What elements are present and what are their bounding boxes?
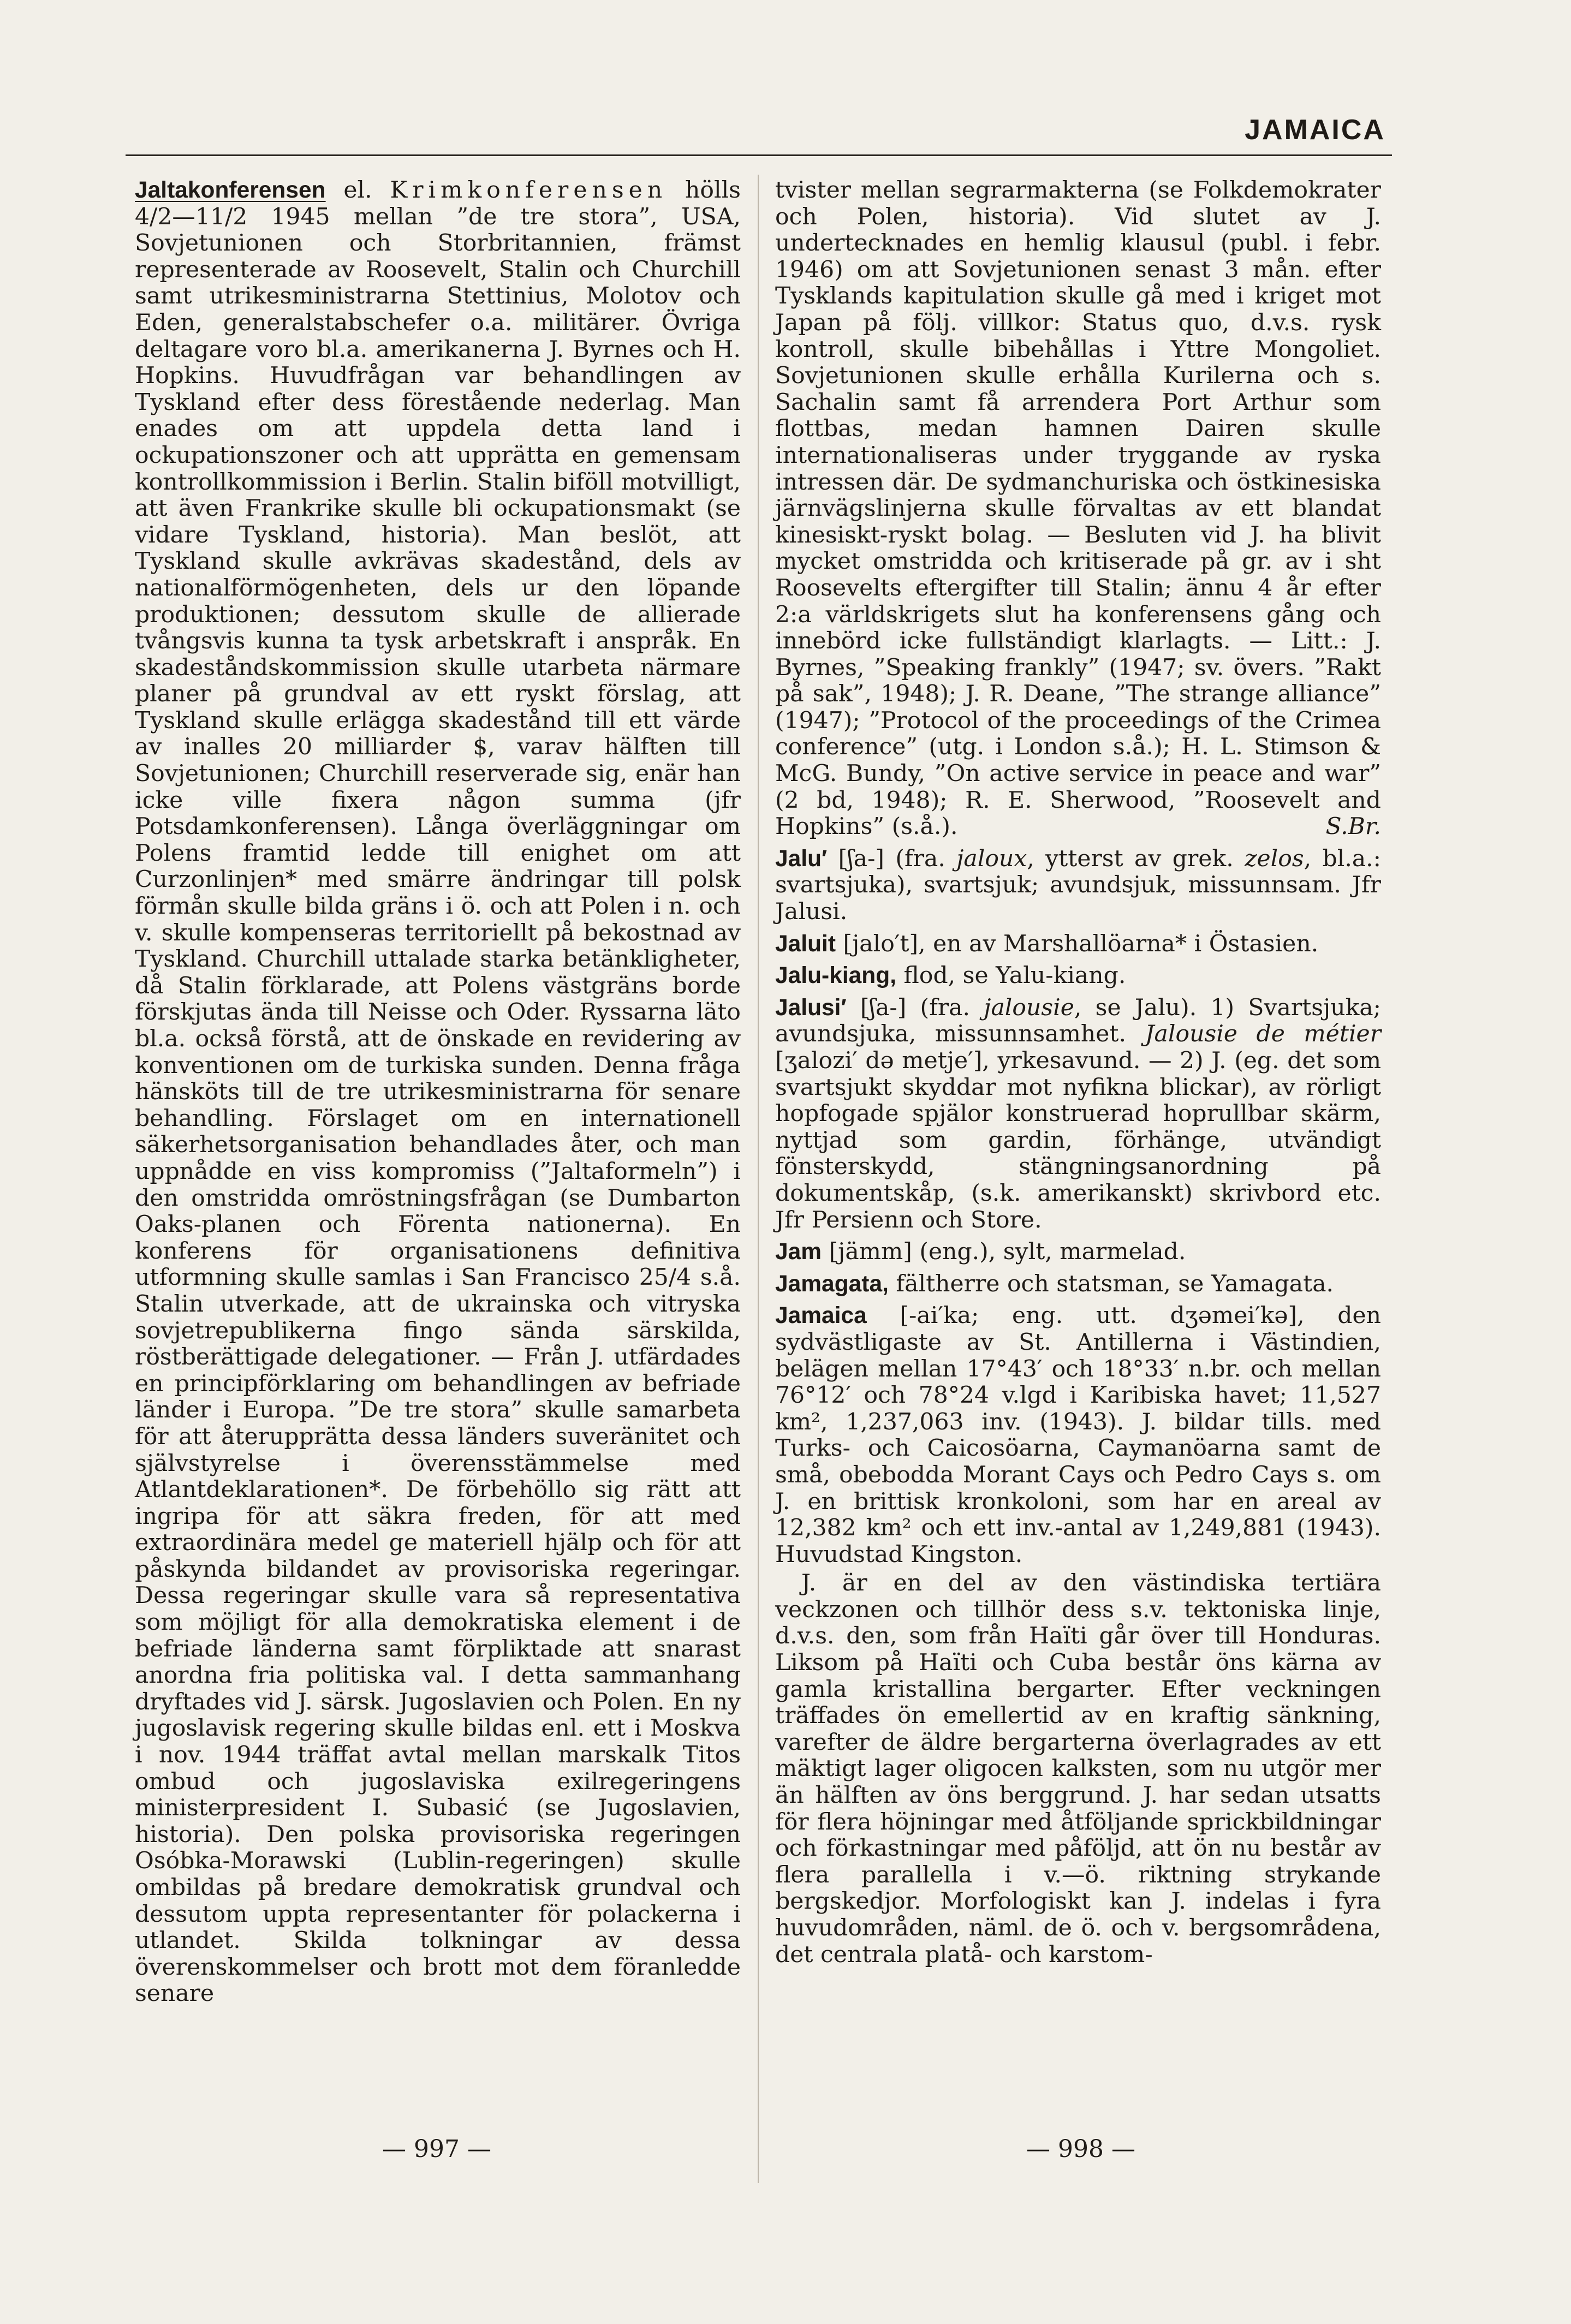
entry-jalusi: Jalusi′ [ʃa-] (fra. jalousie, se Jalu). 1) Svartsjuka; avundsjuka, missunnsamhet. Jalousie de métier [ʒalozi′ də metje′], yrkesavund. — 2) J. (eg. det som svartsjukt skyddar mot nyfikna blickar), av rörligt hopfogade spjälor konstruerad hoprullbar skärm, nyttjad som gardin, förhänge, utvändigt fönsterskydd, stängningsanordning på dokumentskåp, (s.k. amerikanskt) skrivbord etc. Jfr Persienn och Store. <box>775 994 1382 1233</box>
headword: Jamagata, <box>775 1271 889 1297</box>
page-number-right: — 998 — <box>1026 2135 1135 2163</box>
entry-text: [jämm] (eng.), sylt, marmelad. <box>822 1238 1186 1266</box>
entry-text: [jalo′t], en av Marshallöarna* i Östasien. <box>836 930 1319 957</box>
right-column <box>775 177 1381 1992</box>
entry-text: flod, se Yalu-kiang. <box>896 962 1126 990</box>
entry-jaluit <box>775 931 1381 958</box>
headword: Jalu′ <box>775 845 828 872</box>
entry-jalu: Jalu′ [ʃa-] (fra. jaloux, ytterst av grek. zelos, bl.a.: svartsjuka), svartsjuk; avundsjuk, missunnsam. Jfr Jalusi. <box>775 845 1381 926</box>
entry-text: fältherre och statsman, se Yamagata. <box>888 1270 1334 1297</box>
running-header: JAMAICA <box>1245 114 1385 146</box>
headword: Jaluit <box>775 931 836 957</box>
headword: Jamaica <box>775 1303 867 1329</box>
author-signature: S.Br. <box>1325 813 1381 841</box>
entry-jaltakonferensen-continued <box>775 177 1381 841</box>
headword: Jaltakonferensen <box>135 177 326 203</box>
headword: Jalu-kiang, <box>775 963 897 989</box>
alt-term: Krimkonferensen <box>390 177 668 204</box>
entry-jamaica-paragraph: J. är en del av den västindiska tertiära veckzonen och tillhör dess s.v. tektoniska linje, d.v.s. den, som från Haïti går över till Honduras. Liksom på Haïti och Cuba består öns kärna av gamla kristallina bergarter. Efter veckningen träffades ön emellertid av en kraftig sänkning, varefter de äldre bergarterna överlagrades av ett mäktigt lager oligocen kalksten, som nu utgör mer än hälften av öns berggrund. J. har sedan utsatts för flera höjningar med åtföljande sprickbildningar och förkastningar med påföljd, att ön nu består av flera parallella i v.—ö. riktning strykande bergskedjor. Morfologiskt kan J. indelas i fyra huvudområden, näml. de ö. och v. bergsområdena, det centrala platå- och karstom- <box>775 1570 1381 1968</box>
entry-jam <box>775 1239 1381 1266</box>
entry-jamaica <box>775 1303 1381 1568</box>
entry-jaltakonferensen: Jaltakonferensen el. Krimkonferensen hölls 4/2—11/2 1945 mellan ”de tre stora”, USA, Sovjetunionen och Storbritannien, främst representerade av Roosevelt, Stalin och Churchill samt utrikesministrarna Stettinius, Molotov och Eden, generalstabschefer o.a. militärer. Övriga deltagare voro bl.a. amerikanerna J. Byrnes och H. Hopkins. Huvudfrågan var behandlingen av Tyskland efter dess förestående nederlag. Man enades om att uppdela detta land i ockupationszoner och att upprätta en gemensam kontrollkommission i Berlin. Stalin biföll motvilligt, att även Frankrike skulle bli ockupationsmakt (se vidare Tyskland, historia). Man beslöt, att Tyskland skulle avkrävas skadestånd, dels av nationalförmögenheten, dels ur den löpande produktionen; dessutom skulle de allierade tvångsvis kunna ta tysk arbetskraft i anspråk. En skadeståndskommission skulle utarbeta närmare planer på grundval av ett ryskt förslag, att Tyskland skulle erlägga skadestånd till ett värde av inalles 20 milliarder $, varav hälften till Sovjetunionen; Churchill reserverade sig, enär han icke ville fixera någon summa (jfr Potsdamkonferensen). Långa överläggningar om Polens framtid ledde till enighet om att Curzonlinjen* med smärre ändringar till polsk förmån skulle bilda gräns i ö. och att Polen i n. och v. skulle kompenseras territoriellt på bekostnad av Tyskland. Churchill uttalade starka betänkligheter, då Stalin förklarade, att Polens västgräns borde förskjutas ända till Neisse och Oder. Ryssarna läto bl.a. också förstå, att de önskade en revidering av konventionen om de turkiska sunden. Denna fråga hänsköts till de tre utrikesministrarna för senare behandling. Förslaget om en internationell säkerhetsorganisation behandlades åter, och man uppnådde en viss kompromiss (”Jaltaformeln”) i den omstridda omröstningsfrågan (se Dumbarton Oaks-planen och Förenta nationerna). En konferens för organisationens definitiva utformning skulle samlas i San Francisco 25/4 s.å. Stalin utverkade, att de ukrainska och vitryska sovjetrepublikerna fingo sända särskilda, röstberättigade delegationer. — Från J. utfärdades en principförklaring om behandlingen av befriade länder i Europa. ”De tre stora” skulle samarbeta för att återupprätta dessa länders suveränitet och självstyrelse i överensstämmelse med Atlantdeklarationen*. De förbehöllo sig rätt att ingripa för att säkra freden, för att med extraordinära medel ge materiell hjälp och för att påskynda bildandet av provisoriska regeringar. Dessa regeringar skulle vara så representativa som möjligt för alla demokratiska element i de befriade länderna samt förpliktade att snarast anordna fria politiska val. I detta sammanhang dryftades vid J. särsk. Jugoslavien och Polen. En ny jugoslavisk regering skulle bildas enl. ett i Moskva i nov. 1944 träffat avtal mellan marskalk Titos ombud och jugoslaviska exilregeringens ministerpresident I. Subasić (se Jugoslavien, historia). Den polska provisoriska regeringen Osóbka-Morawski (Lublin-regeringen) skulle ombildas på bredare demokratisk grundval och dessutom uppta representanter för polackerna i utlandet. Skilda tolkningar av dessa överenskommelser och brott mot dem föranledde senare <box>135 177 741 2007</box>
headword: Jalusi′ <box>775 994 847 1021</box>
header-rule <box>126 154 1392 156</box>
column-divider <box>758 175 759 2183</box>
entry-text: tvister mellan segrarmakterna (se Folkdemokrater och Polen, historia). Vid slutet av J. undertecknades en hemlig klausul (publ. i febr. 1946) om att Sovjetunionen senast 3 mån. efter Tysklands kapitulation skulle gå med i kriget mot Japan på följ. villkor: Status quo, d.v.s. rysk kontroll, skulle bibehållas i Yttre Mongoliet. Sovjetunionen skulle erhålla Kurilerna och s. Sachalin samt få arrendera Port Arthur som flottbas, medan hamnen Dairen skulle internationaliseras under tryggande av ryska intressen där. De sydmanchuriska och östkinesiska järnvägslinjerna skulle förvaltas av ett blandat kinesiskt-ryskt bolag. — Besluten vid J. ha blivit mycket omstridda och kritiserade på gr. av i sht Roosevelts eftergifter till Stalin; ännu 4 år efter 2:a världskrigets slut ha konferensens gång och innebörd icke fullständigt klarlagts. — Litt.: J. Byrnes, ”Speaking frankly” (1947; sv. övers. ”Rakt på sak”, 1948); J. R. Deane, ”The strange alliance” (1947); ”Protocol of the proceedings of the Crimea conference” (utg. i London s.å.); H. L. Stimson & McG. Bundy, ”On active service in peace and war” (2 bd, 1948); R. E. Sherwood, ”Roosevelt and Hopkins” (s.å.). <box>775 177 1381 841</box>
entry-text: hölls 4/2—11/2 1945 mellan ”de tre stora”, USA, Sovjetunionen och Storbritannien, främst representerade av Roosevelt, Stalin och Churchill samt utrikesministrarna Stettinius, Molotov och Eden, generalstabschefer o.a. militärer. Övriga deltagare voro bl.a. amerikanerna J. Byrnes och H. Hopkins. Huvudfrågan var behandlingen av Tyskland efter dess förestående nederlag. Man enades om att uppdela detta land i ockupationszoner och att upprätta en gemensam kontrollkommission i Berlin. Stalin biföll motvilligt, att även Frankrike skulle bli ockupationsmakt (se vidare Tyskland, historia). Man beslöt, att Tyskland skulle avkrävas skadestånd, dels av nationalförmögenheten, dels ur den löpande produktionen; dessutom skulle de allierade tvångsvis kunna ta tysk arbetskraft i anspråk. En skadeståndskommission skulle utarbeta närmare planer på grundval av ett ryskt förslag, att Tyskland skulle erlägga skadestånd till ett värde av inalles 20 milliarder $, varav hälften till Sovjetunionen; Churchill reserverade sig, enär han icke ville fixera någon summa (jfr Potsdamkonferensen). Långa överläggningar om Polens framtid ledde till enighet om att Curzonlinjen* med smärre ändringar till polsk förmån skulle bilda gräns i ö. och att Polen i n. och v. skulle kompenseras territoriellt på bekostnad av Tyskland. Churchill uttalade starka betänkligheter, då Stalin förklarade, att Polens västgräns borde förskjutas ända till Neisse och Oder. Ryssarna läto bl.a. också förstå, att de önskade en revidering av konventionen om de turkiska sunden. Denna fråga hänsköts till de tre utrikesministrarna för senare behandling. Förslaget om en internationell säkerhetsorganisation behandlades åter, och man uppnådde en viss kompromiss (”Jaltaformeln”) i den omstridda omröstningsfrågan (se Dumbarton Oaks-planen och Förenta nationerna). En konferens för organisationens definitiva utformning skulle samlas i San Francisco 25/4 s.å. Stalin utverkade, att de ukrainska och vitryska sovjetrepublikerna fingo sända särskilda, röstberättigade delegationer. — Från J. utfärdades en principförklaring om behandlingen av befriade länder i Europa. ”De tre stora” skulle samarbeta för att återupprätta dessa länders suveränitet och självstyrelse i överensstämmelse med Atlantdeklarationen*. De förbehöllo sig rätt att ingripa för att säkra freden, för att med extraordinära medel ge materiell hjälp och för att påskynda bildandet av provisoriska regeringar. Dessa regeringar skulle vara så representativa som möjligt för alla demokratiska element i de befriade länderna samt förpliktade att snarast anordna fria politiska val. I detta sammanhang dryftades vid J. särsk. Jugoslavien och Polen. En ny jugoslavisk regering skulle bildas enl. ett i Moskva i nov. 1944 träffat avtal mellan marskalk Titos ombud och jugoslaviska exilregeringens ministerpresident I. Subasić (se Jugoslavien, historia). Den polska provisoriska regeringen Osóbka-Morawski (Lublin-regeringen) skulle ombildas på bredare demokratisk grundval och dessutom uppta representanter för polackerna i utlandet. Skilda tolkningar av dessa överenskommelser och brott mot dem föranledde senare <box>135 177 741 2007</box>
headword: Jam <box>775 1239 822 1265</box>
entry-jalu-kiang <box>775 963 1381 990</box>
left-column <box>135 177 741 2007</box>
entry-text: [-ai′ka; eng. utt. dʒəmei′kə], den sydvästligaste av St. Antillerna i Västindien, belägen mellan 17°43′ och 18°33′ n.br. och mellan 76°12′ och 78°24 v.lgd i Karibiska havet; 11,527 km², 1,237,063 inv. (1943). J. bildar tills. med Turks- och Caicosöarna, Caymanöarna samt de små, obebodda Morant Cays och Pedro Cays s. om J. en brittisk kronkoloni, som har en areal av 12,382 km² och ett inv.-antal av 1,249,881 (1943). Huvudstad Kingston. <box>775 1302 1381 1568</box>
page-number-left: — 997 — <box>382 2135 491 2163</box>
entry-jamagata <box>775 1271 1381 1298</box>
